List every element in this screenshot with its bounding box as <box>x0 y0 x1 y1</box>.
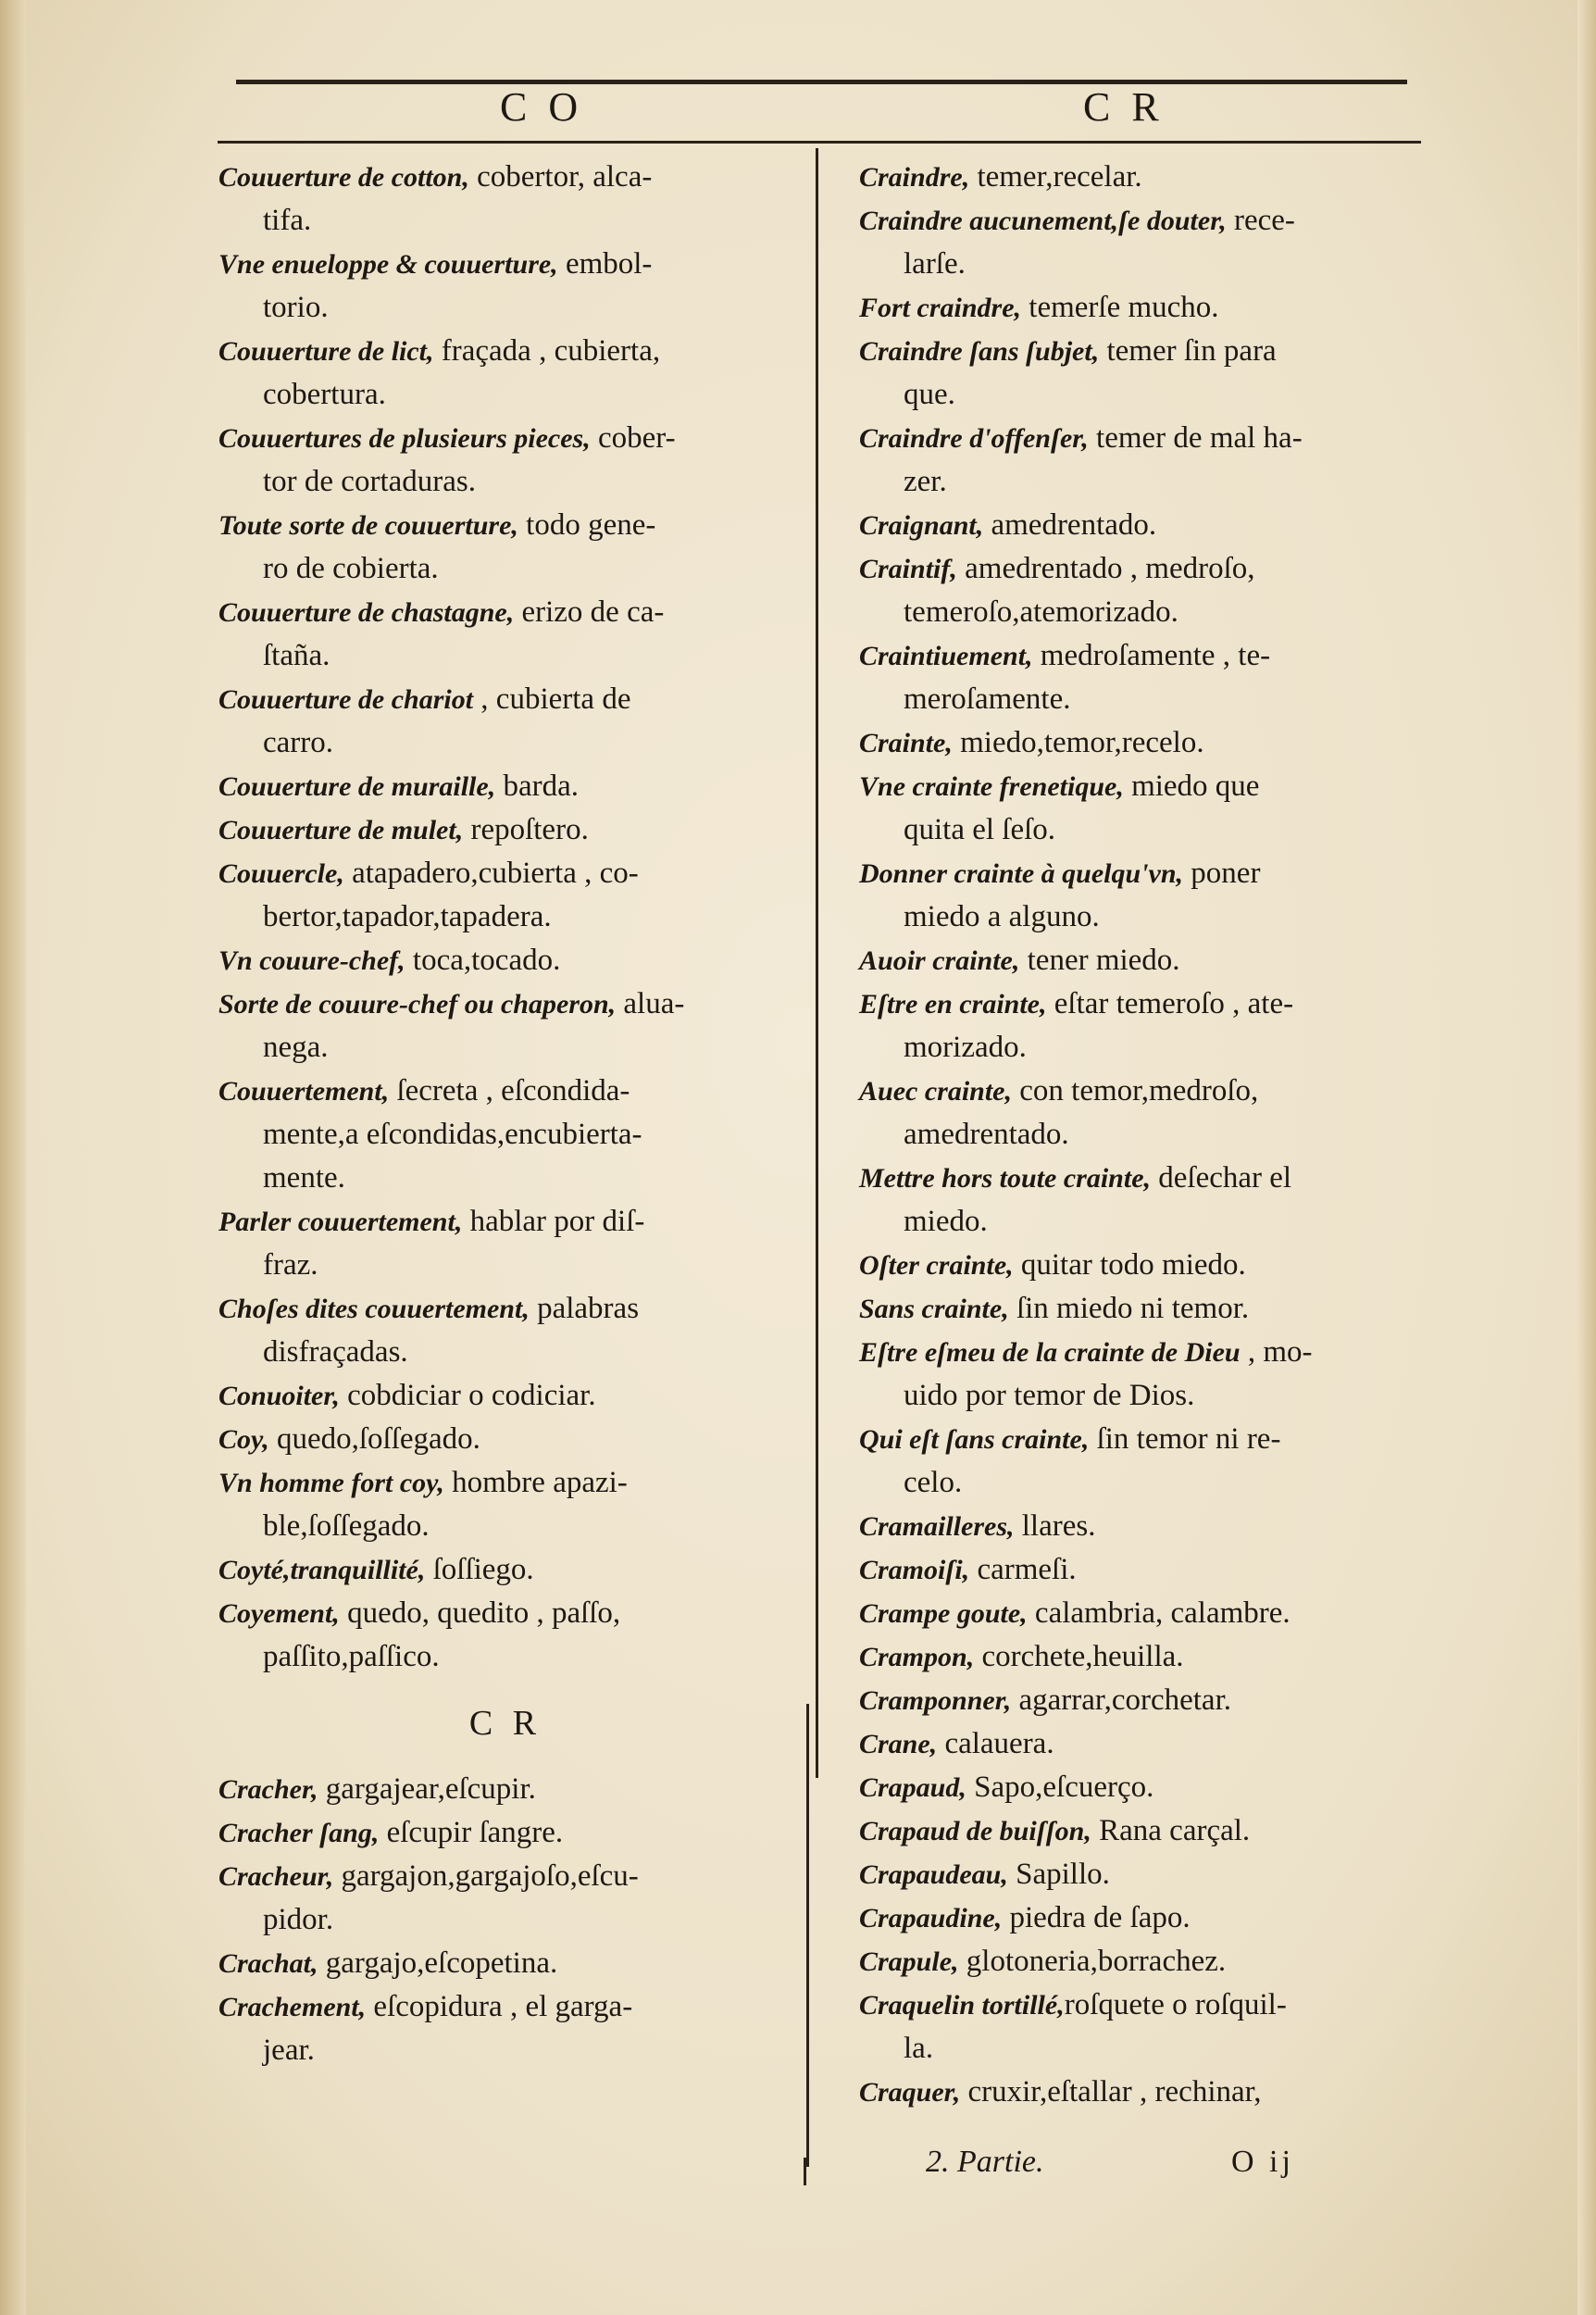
entry-continuation: disfraçadas. <box>263 1335 408 1369</box>
headword: Eſtre en crainte, <box>859 989 1047 1020</box>
dictionary-entry <box>218 156 792 199</box>
translation: cober- <box>590 421 676 455</box>
dictionary-entry <box>218 504 792 547</box>
translation: temer ſin para <box>1099 334 1277 368</box>
translation: eſcopidura , el garga- <box>366 1990 633 2023</box>
dictionary-entry <box>859 982 1440 1026</box>
dictionary-entry <box>859 2071 1440 2114</box>
dictionary-entry <box>859 1679 1440 1722</box>
headword: Cramoiſi, <box>859 1555 970 1585</box>
headword: Crachement, <box>218 1992 367 2022</box>
translation: hombre apazi- <box>443 1466 628 1499</box>
dictionary-entry <box>218 1942 792 1985</box>
translation: poner <box>1183 857 1261 890</box>
dictionary-entry <box>218 1985 792 2029</box>
dictionary-entry <box>859 1157 1440 1200</box>
dictionary-entry <box>218 982 792 1026</box>
page-footer <box>926 2145 1444 2191</box>
dictionary-entry <box>218 939 792 982</box>
headword: Couuerture de mulet, <box>218 815 464 845</box>
headword: Qui eſt ſans crainte, <box>859 1424 1090 1455</box>
headword: Couuertement, <box>218 1076 390 1107</box>
translation: hablar por diſ- <box>462 1205 645 1238</box>
page-edge-right <box>1577 0 1596 2315</box>
entry-continuation: ro de cobierta. <box>263 552 439 585</box>
dictionary-entry <box>859 1766 1440 1809</box>
column-rule-upper <box>816 148 818 1778</box>
headword: Crainte, <box>859 728 953 758</box>
translation: Sapillo. <box>1007 1858 1110 1891</box>
translation: quitar todo miedo. <box>1013 1248 1246 1282</box>
headword: Cracheur, <box>218 1861 334 1892</box>
headword: Craintif, <box>859 554 957 584</box>
translation: toca,tocado. <box>405 944 561 977</box>
translation: erizo de ca- <box>514 595 665 629</box>
headword: Sorte de couure-chef ou chaperon, <box>218 989 617 1020</box>
header-rule <box>218 141 1421 144</box>
entry-continuation: tor de cortaduras. <box>263 465 476 498</box>
translation: roſquete o roſquil- <box>1064 1988 1287 2021</box>
headword: Conuoiter, <box>218 1381 340 1411</box>
headword: Crane, <box>859 1729 938 1759</box>
translation: corchete,heuilla. <box>974 1640 1184 1673</box>
entry-continuation: ble,ſoſſegado. <box>263 1509 430 1543</box>
translation: ſoſſiego. <box>425 1553 534 1586</box>
headword: Couuercle, <box>218 858 344 889</box>
headword: Donner crainte à quelqu'vn, <box>859 858 1184 889</box>
headword: Crampon, <box>859 1642 975 1672</box>
translation: calauera. <box>937 1727 1054 1760</box>
dictionary-entry <box>859 1722 1440 1766</box>
headword: Vne enueloppe & couuerture, <box>218 249 558 280</box>
translation: Sapo,eſcuerço. <box>966 1771 1154 1804</box>
top-rule <box>236 80 1407 84</box>
dictionary-entry <box>859 199 1440 243</box>
translation: rece- <box>1226 204 1295 237</box>
headword: Choſes dites couuertement, <box>218 1294 530 1324</box>
translation: glotoneria,borrachez. <box>958 1945 1227 1978</box>
translation: agarrar,corchetar. <box>1011 1683 1231 1717</box>
dictionary-entry <box>859 1896 1440 1940</box>
dictionary-entry <box>218 591 792 634</box>
dictionary-entry <box>218 765 792 808</box>
entry-continuation: bertor,tapador,tapadera. <box>263 900 552 933</box>
dictionary-entry <box>218 1768 792 1811</box>
dictionary-entry <box>218 678 792 721</box>
headword: Coy, <box>218 1424 269 1455</box>
headword: Auec crainte, <box>859 1076 1012 1107</box>
translation: cobertor, alca- <box>468 160 653 194</box>
entry-continuation: carro. <box>263 726 334 759</box>
entry-continuation: uido por temor de Dios. <box>904 1379 1195 1412</box>
translation: eſcupir ſangre. <box>379 1816 564 1849</box>
dictionary-entry <box>218 1461 792 1505</box>
headword: Coyement, <box>218 1598 340 1629</box>
translation: ſecreta , eſcondida- <box>389 1074 630 1107</box>
entry-continuation: temeroſo,atemorizado. <box>904 595 1178 629</box>
translation: barda. <box>495 770 580 803</box>
headword: Parler couuertement, <box>218 1207 463 1237</box>
dictionary-entry <box>859 1548 1440 1592</box>
dictionary-entry <box>859 417 1440 460</box>
translation: piedra de ſapo. <box>1002 1901 1191 1934</box>
headword: Cracher, <box>218 1774 318 1805</box>
entry-continuation: tifa. <box>263 204 312 237</box>
translation: amedrentado. <box>983 508 1157 542</box>
dictionary-entry <box>859 1809 1440 1853</box>
entry-continuation: zer. <box>904 465 947 498</box>
dictionary-entry <box>218 417 792 460</box>
signature-mark: 2. Partie. <box>926 2145 1044 2179</box>
dictionary-entry <box>859 504 1440 547</box>
entry-continuation: fraz. <box>263 1248 318 1282</box>
dictionary-entry <box>218 330 792 373</box>
headword: Mettre hors toute crainte, <box>859 1163 1152 1194</box>
translation: carmeſi. <box>969 1553 1077 1586</box>
translation: gargajear,eſcupir. <box>318 1772 536 1806</box>
dictionary-entry <box>859 634 1440 678</box>
dictionary-entry <box>218 1070 792 1113</box>
headword: Vn couure-chef, <box>218 945 405 976</box>
headword: Toute sorte de couuerture, <box>218 510 518 541</box>
headword: Crampe goute, <box>859 1598 1028 1629</box>
translation: calambria, calambre. <box>1027 1596 1291 1630</box>
page-edge-left <box>0 0 26 2315</box>
headword: Couuerture de lict, <box>218 336 434 367</box>
dictionary-entry <box>859 939 1440 982</box>
column-rule-bottom <box>804 2158 806 2185</box>
translation: gargajon,gargajoſo,eſcu- <box>333 1859 639 1893</box>
entry-continuation: miedo a alguno. <box>904 900 1100 933</box>
headword: Cramailleres, <box>859 1511 1015 1542</box>
dictionary-entry <box>859 286 1440 330</box>
folio-number: O ij <box>1231 2145 1294 2179</box>
headword: Crachat, <box>218 1948 318 1979</box>
translation: ſin temor ni re- <box>1089 1422 1281 1456</box>
dictionary-entry <box>859 547 1440 591</box>
entry-continuation: amedrentado. <box>904 1118 1069 1151</box>
translation: temerſe mucho. <box>1021 291 1219 324</box>
dictionary-entry <box>859 1331 1440 1374</box>
headword: Cramponner, <box>859 1685 1012 1716</box>
entry-continuation: paſſito,paſſico. <box>263 1640 440 1673</box>
translation: quedo, quedito , paſſo, <box>339 1596 621 1630</box>
translation: llares. <box>1014 1509 1096 1543</box>
translation: tener miedo. <box>1019 944 1180 977</box>
translation: ſin miedo ni temor. <box>1008 1292 1250 1325</box>
headword: Craintiuement, <box>859 641 1033 671</box>
headword: Couuerture de chastagne, <box>218 597 515 628</box>
translation: fraçada , cubierta, <box>433 334 661 368</box>
headword: Couuertures de plusieurs pieces, <box>218 423 591 454</box>
entry-continuation: que. <box>904 378 955 411</box>
entry-continuation: mente. <box>263 1161 345 1195</box>
dictionary-entry <box>218 1592 792 1635</box>
translation: eſtar temeroſo , ate- <box>1046 987 1294 1020</box>
headword: Eſtre eſmeu de la crainte de Dieu <box>859 1337 1241 1368</box>
headword: Couuerture de cotton, <box>218 162 469 193</box>
entry-continuation: quita el ſeſo. <box>904 813 1056 846</box>
dictionary-entry <box>859 1070 1440 1113</box>
entry-continuation: cobertura. <box>263 378 386 411</box>
translation: , mo- <box>1240 1335 1313 1369</box>
headword: Crapule, <box>859 1946 959 1977</box>
translation: deſechar el <box>1151 1161 1292 1195</box>
dictionary-entry <box>859 1983 1440 2027</box>
running-head-right: C R <box>1083 84 1165 130</box>
dictionary-entry <box>218 243 792 286</box>
translation: cobdiciar o codiciar. <box>339 1379 596 1412</box>
headword: Craindre aucunement,ſe douter, <box>859 206 1227 236</box>
headword: Crapaudine, <box>859 1903 1003 1933</box>
dictionary-entry <box>859 1635 1440 1679</box>
entry-continuation: morizado. <box>904 1031 1027 1064</box>
entry-continuation: torio. <box>263 291 329 324</box>
dictionary-entry <box>859 765 1440 808</box>
headword: Craindre, <box>859 162 970 193</box>
dictionary-entry <box>859 1505 1440 1548</box>
headword: Auoir crainte, <box>859 945 1020 976</box>
dictionary-entry <box>859 156 1440 199</box>
headword: Craquelin tortillé, <box>859 1990 1065 2021</box>
dictionary-entry <box>859 1418 1440 1461</box>
column-rule-lower <box>806 1704 809 2167</box>
dictionary-entry <box>859 1287 1440 1331</box>
entry-continuation: jear. <box>263 2033 315 2067</box>
translation: miedo que <box>1123 770 1260 803</box>
translation: repoſtero. <box>463 813 589 846</box>
translation: Rana carçal. <box>1091 1814 1251 1847</box>
translation: gargajo,eſcopetina. <box>318 1946 558 1980</box>
dictionary-entry <box>218 1811 792 1855</box>
headword: Craignant, <box>859 510 984 541</box>
headword: Craindre d'offenſer, <box>859 423 1089 454</box>
entry-continuation: mente,a eſcondidas,encubierta- <box>263 1118 642 1151</box>
entry-continuation: la. <box>904 2032 934 2065</box>
headword: Couuerture de muraille, <box>218 771 496 802</box>
dictionary-entry <box>218 852 792 895</box>
dictionary-entry <box>859 1592 1440 1635</box>
dictionary-entry <box>859 852 1440 895</box>
entry-continuation: nega. <box>263 1031 329 1064</box>
headword: Crapaud, <box>859 1772 966 1803</box>
translation: medroſamente , te- <box>1032 639 1271 672</box>
translation: miedo,temor,recelo. <box>952 726 1204 759</box>
dictionary-entry <box>859 330 1440 373</box>
headword: Craquer, <box>859 2077 961 2108</box>
entry-continuation: celo. <box>904 1466 963 1499</box>
translation: cruxir,eſtallar , rechinar, <box>960 2075 1262 2109</box>
headword: Couuerture de chariot <box>218 684 474 715</box>
translation: alua- <box>616 987 685 1020</box>
dictionary-entry <box>218 1548 792 1592</box>
dictionary-entry <box>859 721 1440 765</box>
translation: amedrentado , medroſo, <box>956 552 1255 585</box>
entry-continuation: miedo. <box>904 1205 988 1238</box>
headword: Sans crainte, <box>859 1294 1009 1324</box>
dictionary-entry <box>218 808 792 852</box>
dictionary-entry <box>218 1418 792 1461</box>
headword: Fort craindre, <box>859 293 1022 323</box>
right-column <box>859 156 1440 2114</box>
headword: Oſter crainte, <box>859 1250 1014 1281</box>
translation: , cubierta de <box>473 682 631 716</box>
entry-continuation: meroſamente. <box>904 682 1071 716</box>
left-column <box>218 156 792 2072</box>
entry-continuation: pidor. <box>263 1903 334 1936</box>
entry-continuation: larſe. <box>904 247 966 281</box>
dictionary-entry <box>859 1940 1440 1983</box>
translation: palabras <box>529 1292 640 1325</box>
headword: Crapaud de buiſſon, <box>859 1816 1091 1846</box>
running-head-left: C O <box>500 84 584 130</box>
headword: Vne crainte frenetique, <box>859 771 1124 802</box>
dictionary-entry <box>218 1200 792 1244</box>
translation: temer de mal ha- <box>1088 421 1303 455</box>
translation: atapadero,cubierta , co- <box>343 857 639 890</box>
headword: Vn homme fort coy, <box>218 1468 444 1498</box>
dictionary-entry <box>218 1855 792 1898</box>
dictionary-entry <box>218 1374 792 1418</box>
headword: Cracher ſang, <box>218 1818 380 1848</box>
section-heading: C R <box>468 1704 542 1743</box>
entry-continuation: ſtaña. <box>263 639 330 672</box>
translation: quedo,ſoſſegado. <box>268 1422 480 1456</box>
dictionary-entry <box>859 1244 1440 1287</box>
headword: Crapaudeau, <box>859 1859 1008 1890</box>
translation: todo gene- <box>517 508 656 542</box>
translation: con temor,medroſo, <box>1012 1074 1259 1107</box>
headword: Craindre ſans ſubjet, <box>859 336 1100 367</box>
dictionary-entry <box>859 1853 1440 1896</box>
translation: temer,recelar. <box>969 160 1142 194</box>
headword: Coyté,tranquillité, <box>218 1555 426 1585</box>
dictionary-entry <box>218 1287 792 1331</box>
translation: embol- <box>557 247 653 281</box>
